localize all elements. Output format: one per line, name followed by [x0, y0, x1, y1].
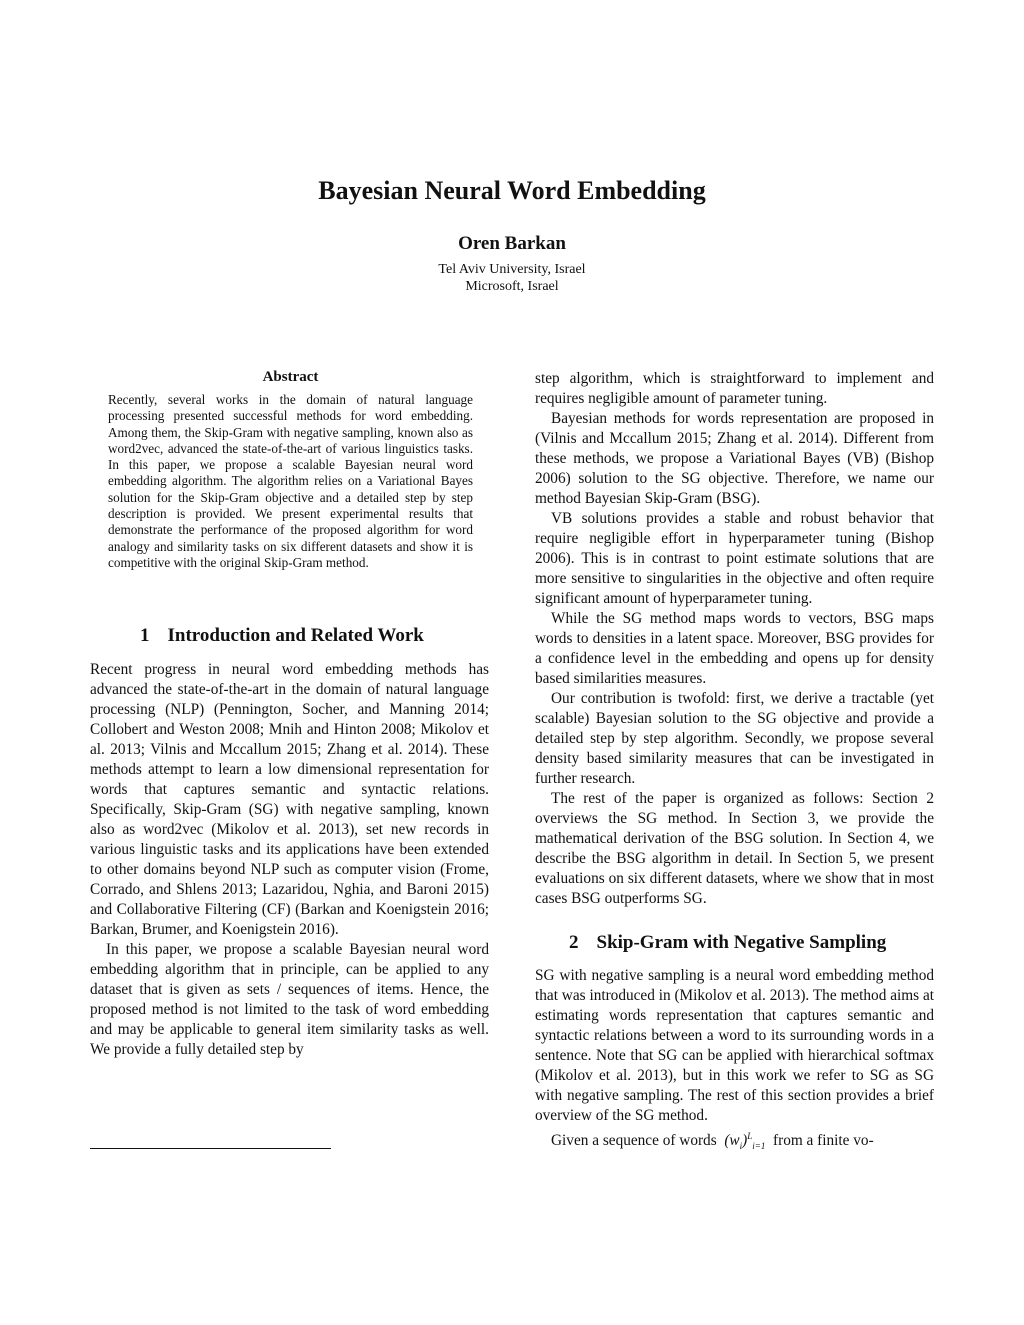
paragraph: In this paper, we propose a scalable Bayesian neural word embedding algorithm that in principle, can be applied to any dataset that is given as sets / sequences of items. Hence, the proposed method is not limited to the task of word embedding and may be applicable to general item similarity tasks as well. We provide a fully detailed step by — [90, 941, 489, 1058]
right-column-body-top — [535, 369, 934, 909]
paragraph: Bayesian methods for words representation are proposed in (Vilnis and Mccallum 2015; Zhang et al. 2014). Different from these methods, we propose a Variational Bayes (VB) (Bishop 2006) solution to the SG objective. Therefore, we name our method Bayesian Skip-Gram (BSG). — [535, 410, 934, 507]
section-1-heading — [140, 625, 424, 647]
section-2-title: Skip-Gram with Negative Sampling — [596, 932, 887, 953]
paragraph: step algorithm, which is straightforward to implement and requires negligible amount of parameter tuning. — [535, 370, 934, 407]
section-2-heading — [569, 932, 886, 954]
paragraph: SG with negative sampling is a neural word embedding method that was introduced in (Mikolov et al. 2013). The method aims at estimating words representation that captures semantic and syntactic relations between a word to its surrounding words in a sentence. Note that SG can be applied with hierarchical softmax (Mikolov et al. 2013), but in this work we refer to SG as SG with negative sampling. The rest of this section provides a brief overview of the SG method. — [535, 967, 934, 1124]
paragraph: The rest of the paper is organized as follows: Section 2 overviews the SG method. In Section 3, we provide the mathematical derivation of the BSG solution. In Section 4, we describe the BSG algorithm in detail. In Section 5, we present evaluations on six different datasets, where we show that in most cases BSG outperforms SG. — [535, 790, 934, 907]
section-1-number: 1 — [140, 625, 150, 646]
right-column-body-bottom — [535, 966, 934, 1156]
author-name: Oren Barkan — [458, 233, 566, 254]
last-line-text-before: Given a sequence of words — [551, 1132, 717, 1150]
word-sequence-formula: $(w_i)^L_{i=1}$ — [724, 1131, 766, 1152]
footnote-rule — [90, 1148, 331, 1149]
left-column-body — [90, 660, 489, 1060]
abstract-heading: Abstract — [262, 369, 319, 385]
paragraph: Recent progress in neural word embedding methods has advanced the state-of-the-art in the domain of natural language processing (NLP) (Pennington, Socher, and Manning 2014; Collobert and Weston 2008; Mnih and Hinton 2008; Mikolov et al. 2013; Vilnis and Mccallum 2015; Zhang et al. 2014). These methods attempt to learn a low dimensional representation for words that captures semantic and syntactic relations. Specifically, Skip-Gram (SG) with negative sampling, known also as word2vec (Mikolov et al. 2013), set new records in various linguistic tasks and its applications have been extended to other domains beyond NLP such as computer vision (Frome, Corrado, and Shlens 2013; Lazaridou, Nghia, and Baroni 2015) and Collaborative Filtering (CF) (Barkan and Koenigstein 2016; Barkan, Brumer, and Koenigstein 2016). — [90, 661, 489, 938]
paper-title: Bayesian Neural Word Embedding — [318, 176, 706, 205]
section-2-number: 2 — [569, 932, 579, 953]
paragraph: While the SG method maps words to vectors, BSG maps words to densities in a latent space. Moreover, BSG provides for a confidence level in the embedding and opens up for density based similarities measures. — [535, 610, 934, 687]
paragraph: VB solutions provides a stable and robust behavior that require negligible effort in hyperparameter tuning (Bishop 2006). This is in contrast to point estimate solutions that are more sensitive to singularities in the objective and often require significant amount of hyperparameter tuning. — [535, 510, 934, 607]
author-affiliation-1: Tel Aviv University, Israel — [438, 262, 586, 277]
abstract-text: Recently, several works in the domain of natural language processing presented successful methods for word embedding. Among them, the Skip-Gram with negative sampling, known also as word2vec, advanced the state-of-the-art of various linguistics tasks. In this paper, we propose a scalable Bayesian neural word embedding algorithm. The algorithm relies on a Variational Bayes solution for the Skip-Gram objective and a detailed step by step description is provided. We present experimental results that demonstrate the performance of the proposed algorithm for word analogy and similarity tasks on six different datasets and show it is competitive with the original Skip-Gram method. — [108, 392, 473, 570]
paragraph: Our contribution is twofold: first, we derive a tractable (yet scalable) Bayesian solution to the SG objective and provide a detailed step by step algorithm. Secondly, we propose several density based similarity measures that can be investigated in further research. — [535, 690, 934, 787]
author-affiliation-2: Microsoft, Israel — [465, 279, 559, 294]
section-1-title: Introduction and Related Work — [167, 625, 424, 646]
paragraph-last-line — [535, 1126, 934, 1156]
last-line-text-after: from a finite vo- — [773, 1132, 874, 1150]
